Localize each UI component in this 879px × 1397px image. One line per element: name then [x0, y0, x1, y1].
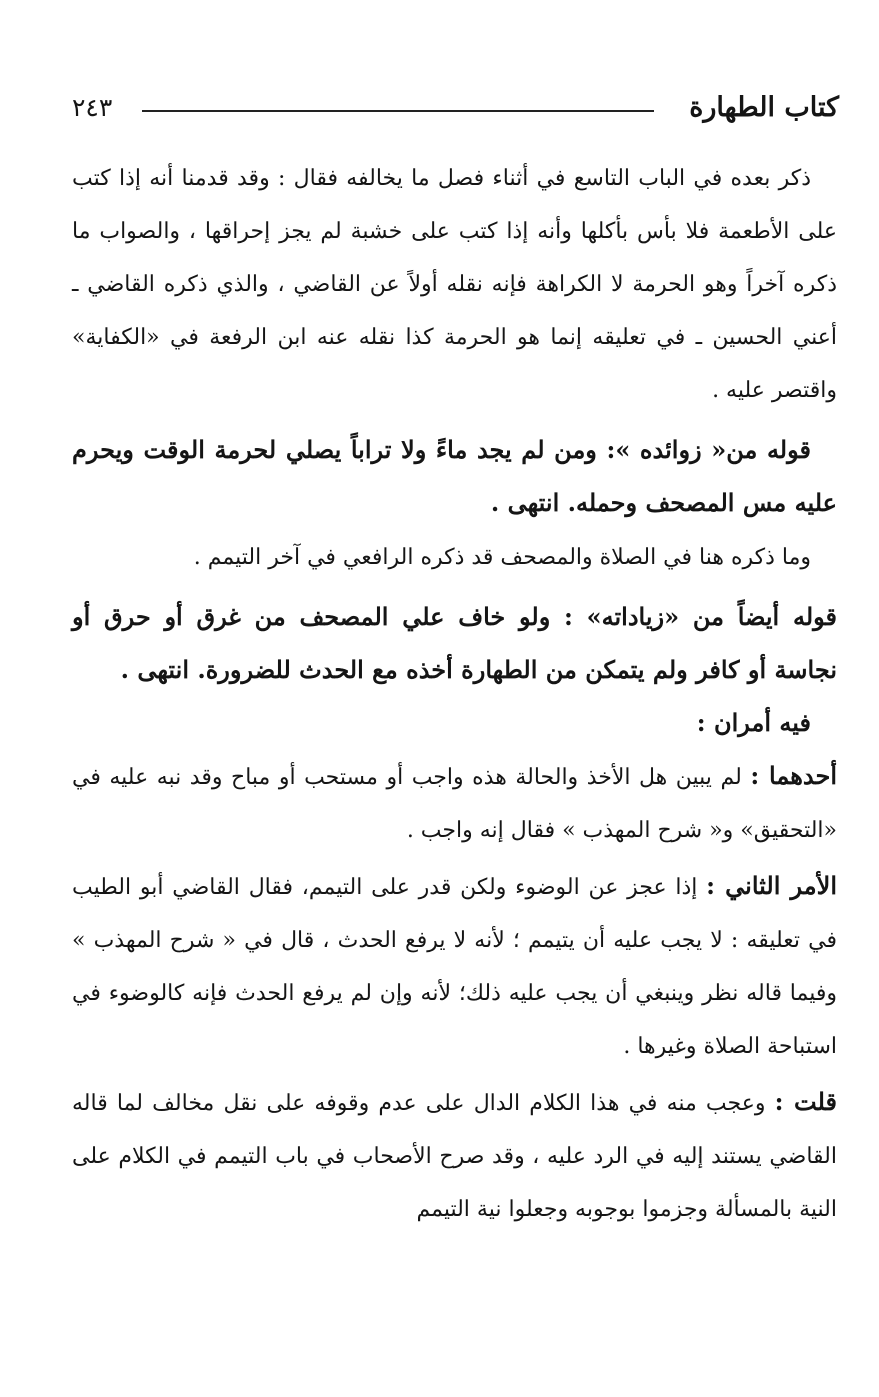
- paragraph-text: قوله من« زوائده »: ومن لم يجد ماءً ولا تراباً يصلي لحرمة الوقت ويحرم عليه مس المصحف وحمله. انتهى .: [72, 435, 837, 517]
- running-header: [72, 88, 839, 128]
- page-body: [72, 152, 837, 1236]
- paragraph-text: قوله أيضاً من «زياداته» : ولو خاف علي المصحف من غرق أو حرق أو نجاسة أو كافر ولم يتمكن من الطهارة أخذه مع الحدث للضرورة. انتهى .: [72, 602, 838, 684]
- section-lead: [72, 696, 837, 749]
- quoted-statement-1: [72, 423, 837, 529]
- paragraph-text: إذا عجز عن الوضوء ولكن قدر على التيمم، فقال القاضي أبو الطيب في تعليقه : لا يجب عليه أن يتيمم ؛ لأنه لا يرفع الحدث ، قال في « شرح المهذب » وفيما قاله نظر وينبغي أن يجب عليه ذلك؛ لأنه وإن لم يرفع الحدث فإنه كالوضوء في استباحة الصلاة وغيرها .: [72, 875, 837, 1059]
- chapter-title: كتاب الطهارة: [689, 92, 839, 123]
- paragraph-text: فيه أمران :: [696, 708, 811, 737]
- header-rule: [142, 110, 654, 112]
- paragraph-lead: أحدهما :: [750, 761, 837, 790]
- paragraph-text: وعجب منه في هذا الكلام الدال على عدم وقوفه على نقل مخالف لما قاله القاضي يستند إليه في الرد عليه ، وقد صرح الأصحاب في باب التيمم في الكلام على النية بالمسألة وجزموا بوجوبه وجعلوا نية التيمم: [72, 1091, 837, 1222]
- quoted-statement-2: [72, 590, 837, 696]
- paragraph-text: وما ذكره هنا في الصلاة والمصحف قد ذكره الرافعي في آخر التيمم .: [193, 545, 811, 570]
- paragraph-2: [72, 531, 837, 584]
- paragraph-qultu: [72, 1075, 837, 1236]
- page-number: ٢٤٣: [72, 93, 113, 122]
- paragraph-lead: الأمر الثاني :: [706, 871, 837, 900]
- paragraph-text: ذكر بعده في الباب التاسع في أثناء فصل ما يخالفه فقال : وقد قدمنا أنه إذا كتب على الأطعمة فلا بأس بأكلها وأنه إذا كتب على خشبة لم يجز إحراقها ، والصواب ما ذكره آخراً وهو الحرمة لا الكراهة فإنه نقله أولاً عن القاضي ، والذي ذكره القاضي ـ أعني الحسين ـ في تعليقه إنما هو الحرمة كذا نقله عنه ابن الرفعة في «الكفاية» واقتصر عليه .: [72, 166, 837, 403]
- paragraph-second-matter: [72, 859, 837, 1073]
- paragraph-text: لم يبين هل الأخذ والحالة هذه واجب أو مستحب أو مباح وقد نبه عليه في «التحقيق» و« شرح المهذب » فقال إنه واجب .: [72, 765, 837, 843]
- paragraph-first-matter: [72, 749, 837, 857]
- paragraph-1: [72, 152, 837, 417]
- paragraph-lead: قلت :: [774, 1087, 837, 1116]
